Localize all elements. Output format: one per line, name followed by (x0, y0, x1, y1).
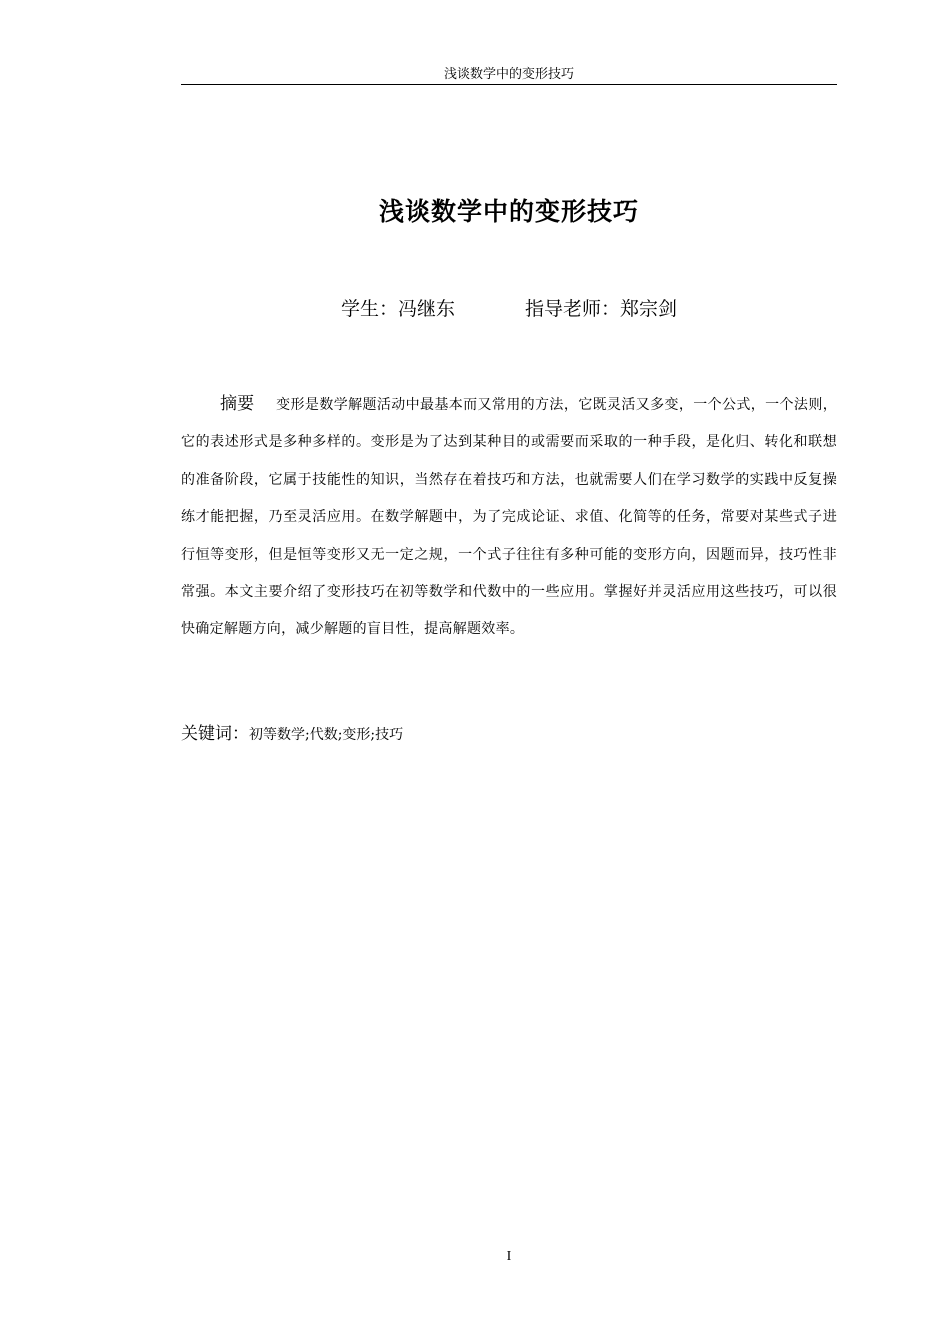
page-number: I (506, 1249, 512, 1264)
paper-title: 浅谈数学中的变形技巧 (378, 197, 639, 226)
keywords (181, 718, 837, 751)
keywords-label: 关键词： (181, 724, 249, 744)
keywords-text: 初等数学;代数;变形;技巧 (249, 727, 404, 743)
author-line (181, 293, 837, 325)
running-header: 浅谈数学中的变形技巧 (181, 66, 837, 85)
student-name: 学生：冯继东 (340, 298, 455, 320)
abstract-text: 变形是数学解题活动中最基本而又常用的方法，它既灵活又多变，一个公式，一个法则，它的表述形式是多种多样的。变形是为了达到某种目的或需要而采取的一种手段，是化归、转化和联想的准备阶段，它属于技能性的知识，当然存在着技巧和方法，也就需要人们在学习数学的实践中反复操练才能把握，乃至灵活应用。在数学解题中，为了完成论证、求值、化简等的任务，常要对某些式子进行恒等变形，但是恒等变形又无一定之规，一个式子往往有多种可能的变形方向，因题而异，技巧性非常强。本文主要介绍了变形技巧在初等数学和代数中的一些应用。掌握好并灵活应用这些技巧，可以很快确定解题方向，减少解题的盲目性，提高解题效率。 (181, 397, 838, 638)
abstract-label: 摘要 (220, 394, 255, 414)
abstract (181, 386, 837, 649)
advisor-name: 指导老师：郑宗剑 (525, 298, 678, 320)
